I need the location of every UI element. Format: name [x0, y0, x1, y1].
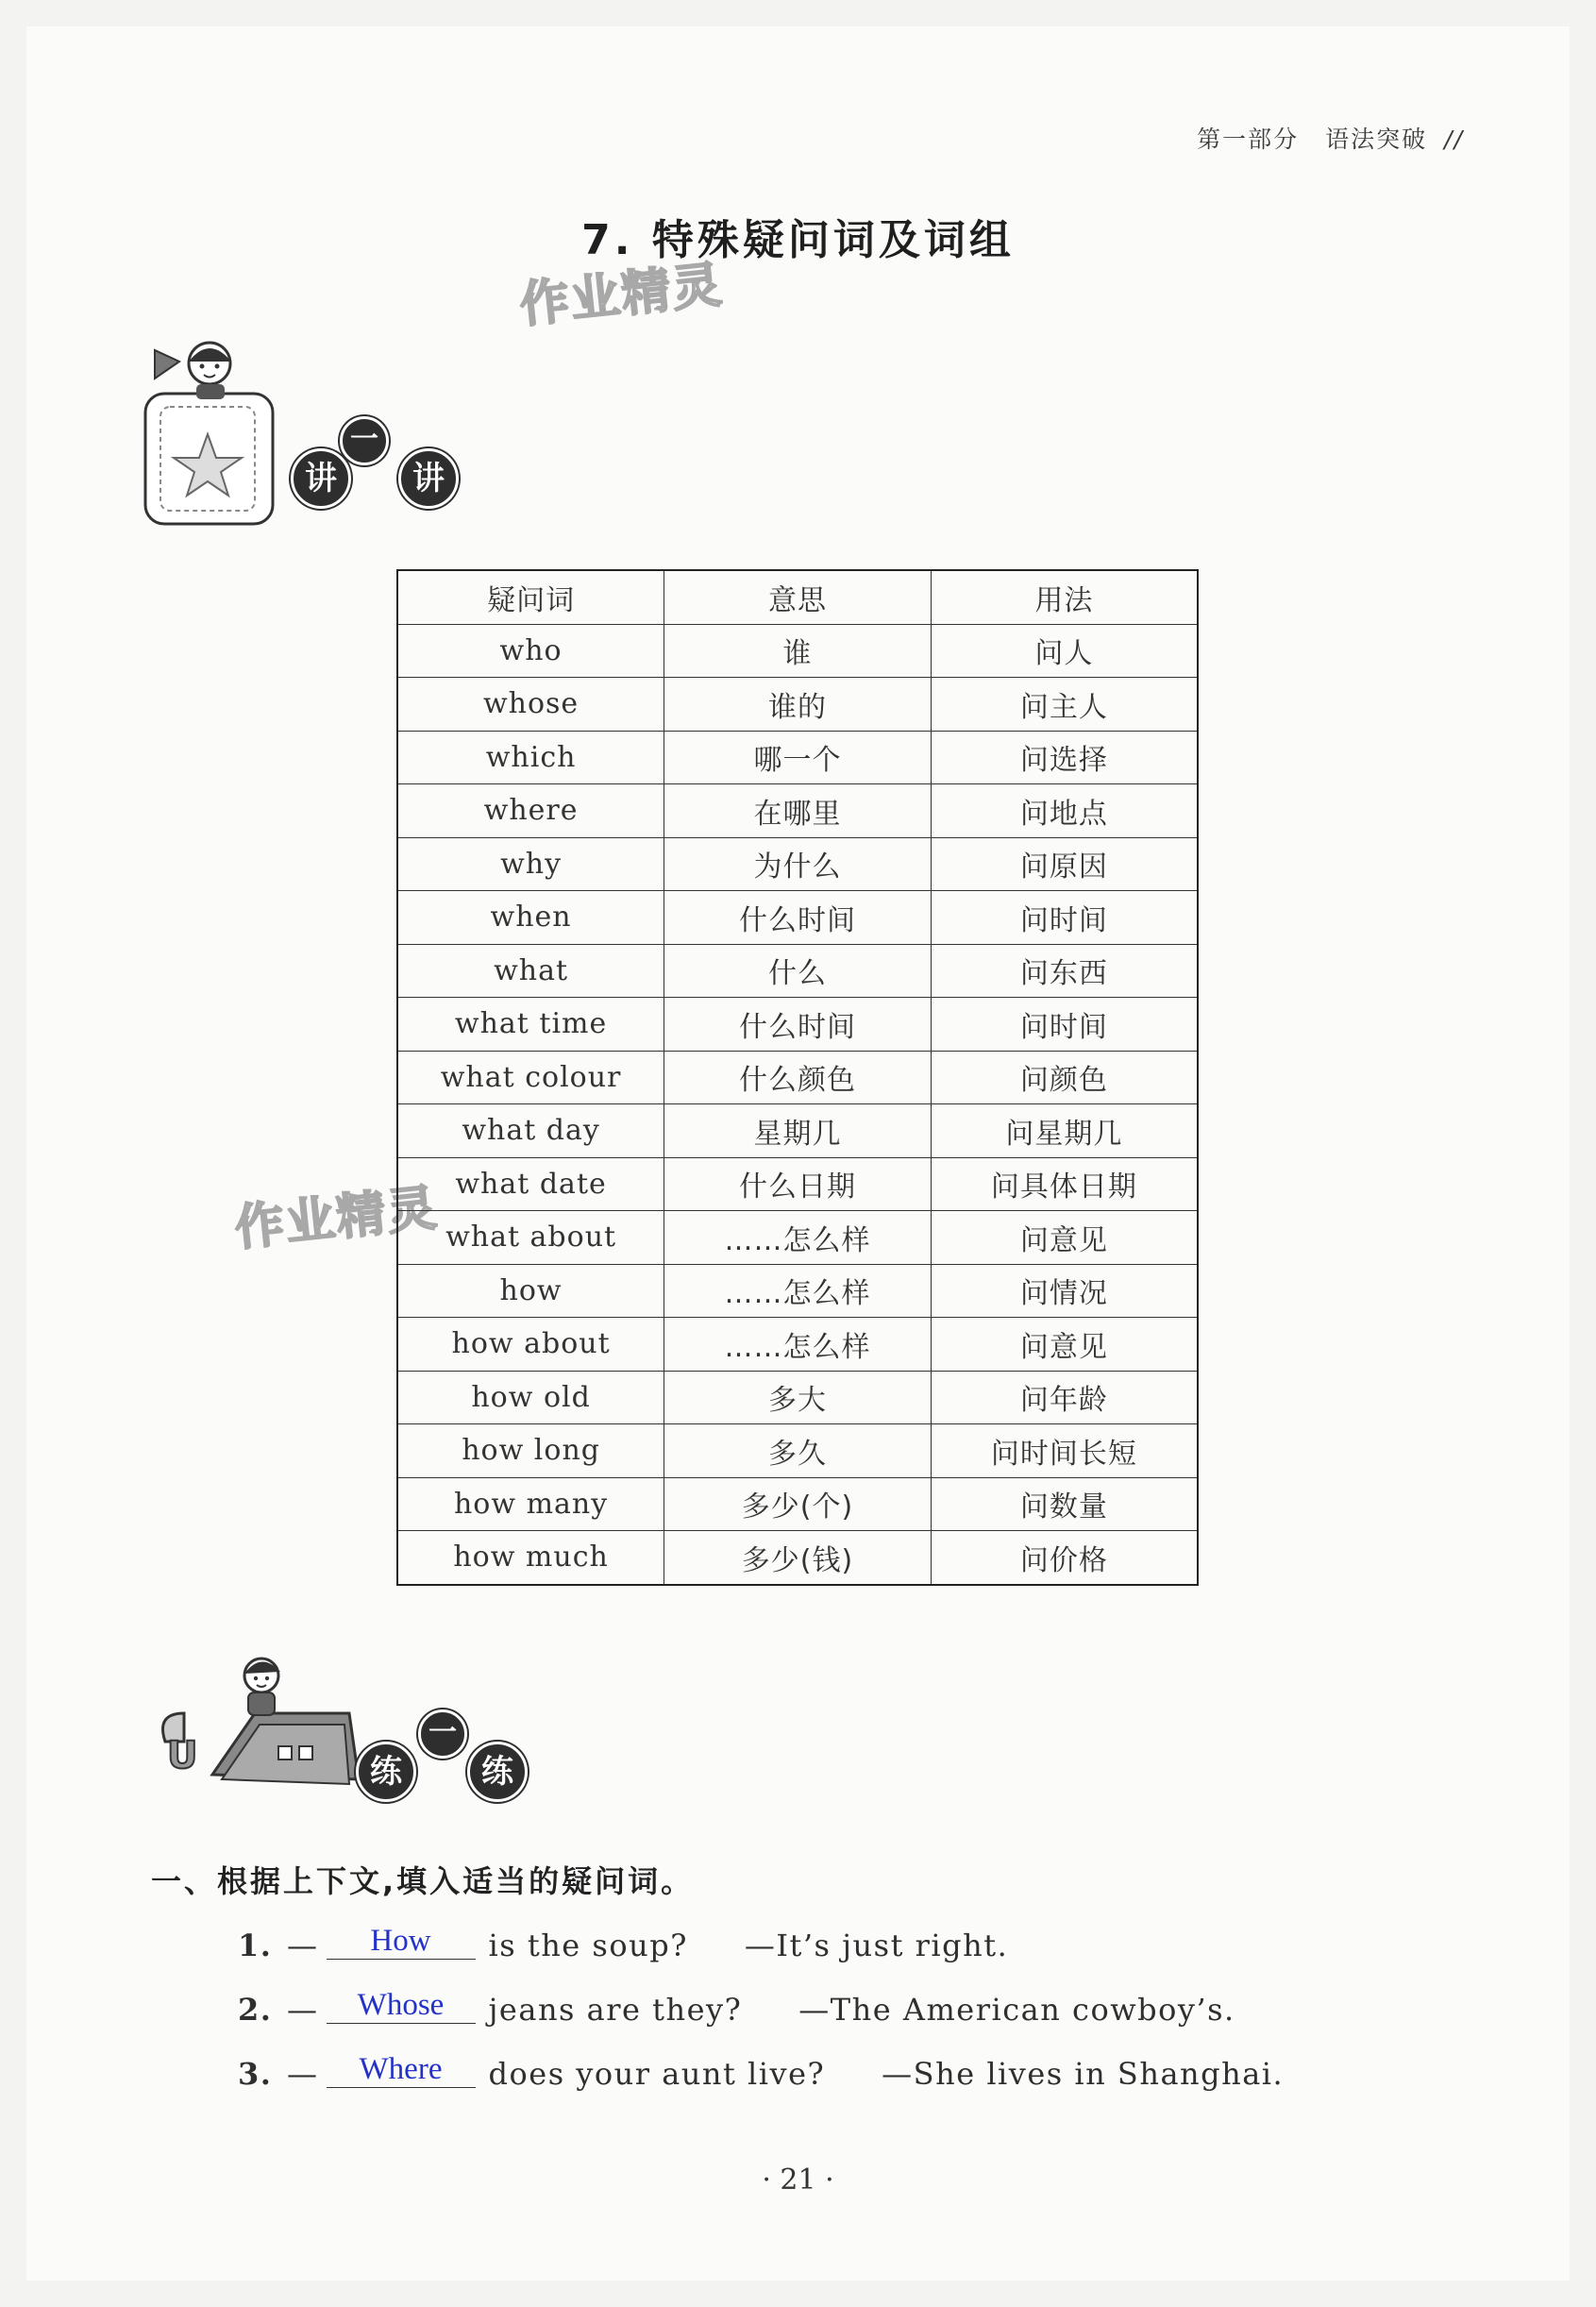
table-row [397, 837, 1198, 891]
table-row [397, 998, 1198, 1052]
answer-blank[interactable] [327, 1922, 476, 1960]
question-word-cell: whose [397, 678, 664, 732]
usage-cell: 问时间 [931, 891, 1198, 945]
meaning-cell: 为什么 [664, 837, 932, 891]
handwritten-answer: Whose [357, 1988, 445, 2022]
question-word-cell: which [397, 731, 664, 784]
item-dash: — [287, 2056, 319, 2092]
girl-with-megaphone-illustration [142, 335, 462, 538]
question-word-cell: why [397, 837, 664, 891]
meaning-cell: 什么颜色 [664, 1051, 932, 1104]
meaning-cell: 谁 [664, 624, 932, 678]
meaning-cell: 多少(钱) [664, 1531, 932, 1585]
talk-badge-char-left: 讲 [291, 448, 351, 509]
usage-cell: 问选择 [931, 731, 1198, 784]
handwritten-answer: Where [359, 2052, 443, 2086]
meaning-cell: 什么时间 [664, 998, 932, 1052]
question-word-cell: how about [397, 1318, 664, 1372]
meaning-cell: 谁的 [664, 678, 932, 732]
question-word-cell: how old [397, 1371, 664, 1424]
header-section: 语法突破 [1325, 126, 1428, 153]
meaning-cell: 多少(个) [664, 1477, 932, 1531]
usage-cell: 问具体日期 [931, 1157, 1198, 1211]
header-mark: // [1444, 126, 1464, 153]
question-word-cell: how many [397, 1477, 664, 1531]
table-row [397, 1477, 1198, 1531]
usage-cell: 问原因 [931, 837, 1198, 891]
item-dash: — [287, 1928, 319, 1963]
table-row [397, 1051, 1198, 1104]
table-row [397, 678, 1198, 732]
usage-cell: 问主人 [931, 678, 1198, 732]
practice-badge-char-right: 练 [467, 1742, 528, 1802]
answer-blank[interactable] [327, 2050, 476, 2088]
table-row [397, 1104, 1198, 1158]
meaning-cell: 什么日期 [664, 1157, 932, 1211]
table-header-cell: 意思 [664, 570, 932, 624]
meaning-cell: 什么 [664, 944, 932, 998]
table-header-cell: 疑问词 [397, 570, 664, 624]
item-question: jeans are they? [488, 1992, 743, 2028]
meaning-cell: 哪一个 [664, 731, 932, 784]
handwritten-answer: How [370, 1924, 431, 1958]
table-row [397, 1371, 1198, 1424]
usage-cell: 问东西 [931, 944, 1198, 998]
item-number: 1. [238, 1928, 273, 1963]
meaning-cell: 多久 [664, 1424, 932, 1478]
table-header-row [397, 570, 1198, 624]
table-row [397, 1318, 1198, 1372]
question-word-cell: where [397, 784, 664, 838]
watermark: 作业精灵 [517, 256, 727, 335]
meaning-cell: ……怎么样 [664, 1264, 932, 1318]
meaning-cell: 星期几 [664, 1104, 932, 1158]
item-number: 3. [238, 2056, 273, 2092]
table-row [397, 1211, 1198, 1265]
item-reply: —She lives in Shanghai. [882, 2056, 1285, 2092]
page-number: · 21 · [762, 2164, 834, 2197]
question-word-cell: how long [397, 1424, 664, 1478]
running-header [1197, 121, 1464, 155]
usage-cell: 问数量 [931, 1477, 1198, 1531]
table-row [397, 1424, 1198, 1478]
meaning-cell: 什么时间 [664, 891, 932, 945]
meaning-cell: ……怎么样 [664, 1318, 932, 1372]
talk-badge-char-mid: 一 [340, 416, 389, 465]
item-number: 2. [238, 1992, 273, 2028]
usage-cell: 问时间长短 [931, 1424, 1198, 1478]
talk-section-badge [142, 335, 462, 538]
meaning-cell: 多大 [664, 1371, 932, 1424]
table-row [397, 944, 1198, 998]
table-row [397, 891, 1198, 945]
exercise-title: 一、根据上下文,填入适当的疑问词。 [151, 1863, 695, 1899]
exercise-item [238, 1924, 1009, 1965]
question-word-cell: what time [397, 998, 664, 1052]
usage-cell: 问意见 [931, 1211, 1198, 1265]
usage-cell: 问星期几 [931, 1104, 1198, 1158]
watermark: 作业精灵 [232, 1179, 442, 1258]
question-word-cell: how [397, 1264, 664, 1318]
question-word-cell: when [397, 891, 664, 945]
usage-cell: 问地点 [931, 784, 1198, 838]
question-words-table [396, 569, 1199, 1586]
table-body [397, 570, 1198, 1585]
item-reply: —It’s just right. [744, 1928, 1009, 1963]
question-word-cell: what [397, 944, 664, 998]
talk-badge-char-right: 讲 [398, 448, 459, 509]
usage-cell: 问情况 [931, 1264, 1198, 1318]
usage-cell: 问年龄 [931, 1371, 1198, 1424]
usage-cell: 问意见 [931, 1318, 1198, 1372]
question-word-cell: what about [397, 1211, 664, 1265]
usage-cell: 问颜色 [931, 1051, 1198, 1104]
page-title: 7. 特殊疑问词及词组 [581, 216, 1015, 264]
table-row [397, 624, 1198, 678]
usage-cell: 问时间 [931, 998, 1198, 1052]
meaning-cell: ……怎么样 [664, 1211, 932, 1265]
item-question: does your aunt live? [488, 2056, 826, 2092]
usage-cell: 问人 [931, 624, 1198, 678]
question-word-cell: how much [397, 1531, 664, 1585]
meaning-cell: 在哪里 [664, 784, 932, 838]
header-part: 第一部分 [1197, 126, 1300, 153]
table-row [397, 1157, 1198, 1211]
practice-badge-char-left: 练 [356, 1742, 416, 1802]
question-word-cell: what day [397, 1104, 664, 1158]
table-header-cell: 用法 [931, 570, 1198, 624]
question-word-cell: what colour [397, 1051, 664, 1104]
item-reply: —The American cowboy’s. [798, 1992, 1235, 2028]
table-row [397, 784, 1198, 838]
answer-blank[interactable] [327, 1986, 476, 2024]
question-word-cell: what date [397, 1157, 664, 1211]
exercise-item [238, 2052, 1285, 2094]
practice-section-badge [146, 1647, 543, 1808]
exercise-item [238, 1988, 1235, 2029]
svg-text:U: U [167, 1734, 198, 1777]
table-row [397, 1531, 1198, 1585]
practice-badge-char-mid: 一 [418, 1709, 467, 1759]
usage-cell: 问价格 [931, 1531, 1198, 1585]
item-dash: — [287, 1992, 319, 2028]
table-row [397, 1264, 1198, 1318]
question-word-cell: who [397, 624, 664, 678]
table-row [397, 731, 1198, 784]
item-question: is the soup? [488, 1928, 688, 1963]
